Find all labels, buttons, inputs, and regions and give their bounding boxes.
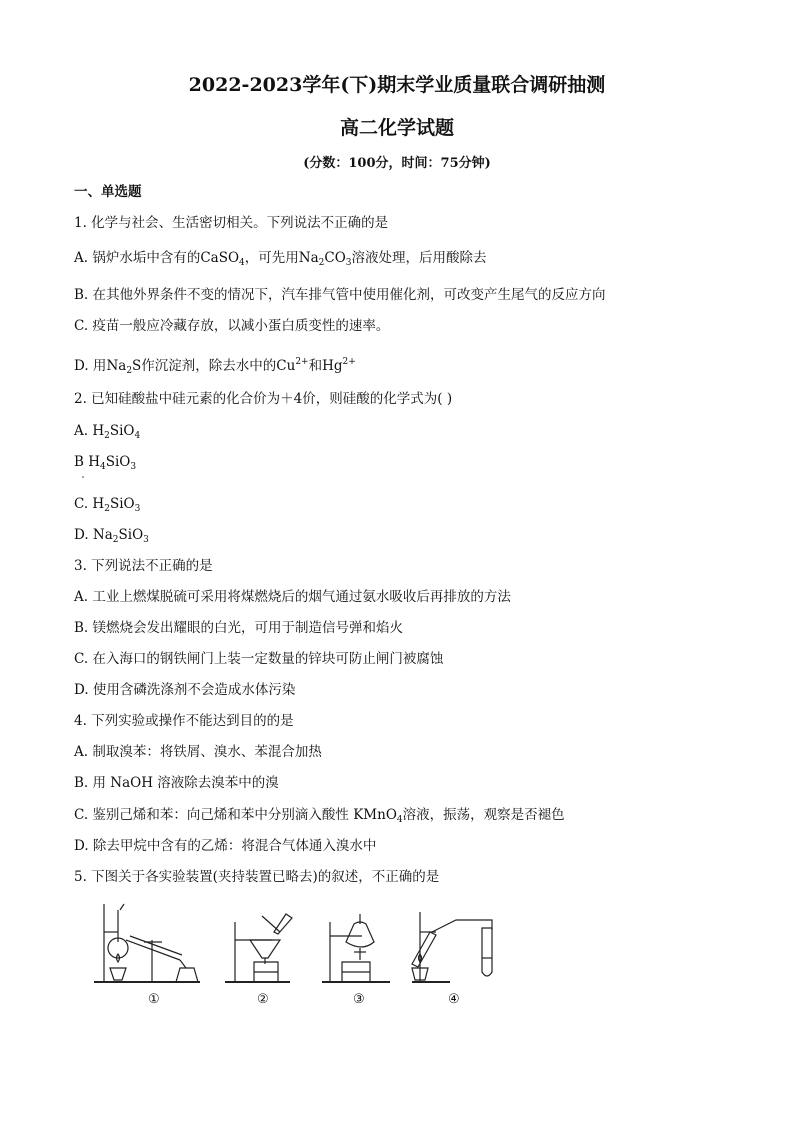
q4-stem: 4. 下列实验或操作不能达到目的的是 — [74, 713, 294, 729]
exam-subtitle: 高二化学试题 — [339, 117, 454, 139]
q3-option-a: A. 工业上燃煤脱硫可采用将煤燃烧后的烟气通过氨水吸收后再排放的方法 — [74, 589, 511, 605]
q2-option-a: A. $H_2SiO_4$ — [74, 423, 141, 441]
filtration-apparatus — [225, 914, 292, 982]
exam-title: 2022-2023学年(下)期末学业质量联合调研抽测 — [188, 74, 606, 96]
q2-option-c: C. $H_2SiO_3$ — [74, 496, 141, 514]
q4-option-b: B. 用 NaOH 溶液除去溴苯中的溴 — [74, 775, 279, 791]
stray-dot — [82, 476, 84, 478]
q4-option-d: D. 除去甲烷中含有的乙烯：将混合气体通入溴水中 — [74, 838, 377, 854]
q4-option-c: C. 鉴别己烯和苯：向己烯和苯中分别滴入酸性 KMnO$_4$溶液，振荡，观察是否褪色 — [74, 807, 565, 825]
exam-info: (分数：100分，时间：75分钟) — [303, 156, 491, 171]
q3-option-c: C. 在入海口的钢铁闸门上装一定数量的锌块可防止闸门被腐蚀 — [74, 651, 444, 667]
distillation-apparatus — [94, 904, 200, 982]
figure-label-3: ③ — [353, 992, 365, 1007]
q1-option-b: B. 在其他外界条件不变的情况下，汽车排气管中使用催化剂，可改变产生尾气的反应方向 — [74, 287, 606, 303]
q2-option-b: B $H_4SiO_3$ — [74, 454, 137, 472]
q3-option-b: B. 镁燃烧会发出耀眼的白光，可用于制造信号弹和焰火 — [74, 620, 404, 636]
figure-label-1: ① — [148, 992, 160, 1007]
q3-option-d: D. 使用含磷洗涤剂不会造成水体污染 — [74, 682, 296, 698]
figure-label-2: ② — [257, 992, 269, 1007]
separatory-funnel-apparatus — [322, 914, 390, 982]
heating-apparatus — [412, 912, 492, 982]
q2-stem: 2. 已知硅酸盐中硅元素的化合价为＋4价，则硅酸的化学式为( ) — [74, 391, 453, 407]
figure-label-4: ④ — [448, 992, 460, 1007]
section-heading: 一、单选题 — [74, 184, 142, 200]
q1-option-a: A. 锅炉水垢中含有的CaSO$_4$，可先用$Na_2CO_3$溶液处理，后用酸除去 — [74, 250, 487, 268]
q3-stem: 3. 下列说法不正确的是 — [74, 558, 213, 574]
q1-stem: 1. 化学与社会、生活密切相关。下列说法不正确的是 — [74, 215, 389, 231]
q1-option-c: C. 疫苗一般应冷藏存放，以减小蛋白质变性的速率。 — [74, 318, 390, 334]
q5-stem: 5. 下图关于各实验装置(夹持装置已略去)的叙述，不正确的是 — [74, 869, 440, 885]
lab-apparatus-figure — [90, 902, 510, 1012]
q2-option-d: D. $Na_2SiO_3$ — [74, 527, 149, 545]
q1-option-d: D. 用$Na_2S$作沉淀剂，除去水中的$Cu^{2+}$和$Hg^{2+}$ — [74, 357, 356, 376]
q4-option-a: A. 制取溴苯：将铁屑、溴水、苯混合加热 — [74, 744, 322, 760]
